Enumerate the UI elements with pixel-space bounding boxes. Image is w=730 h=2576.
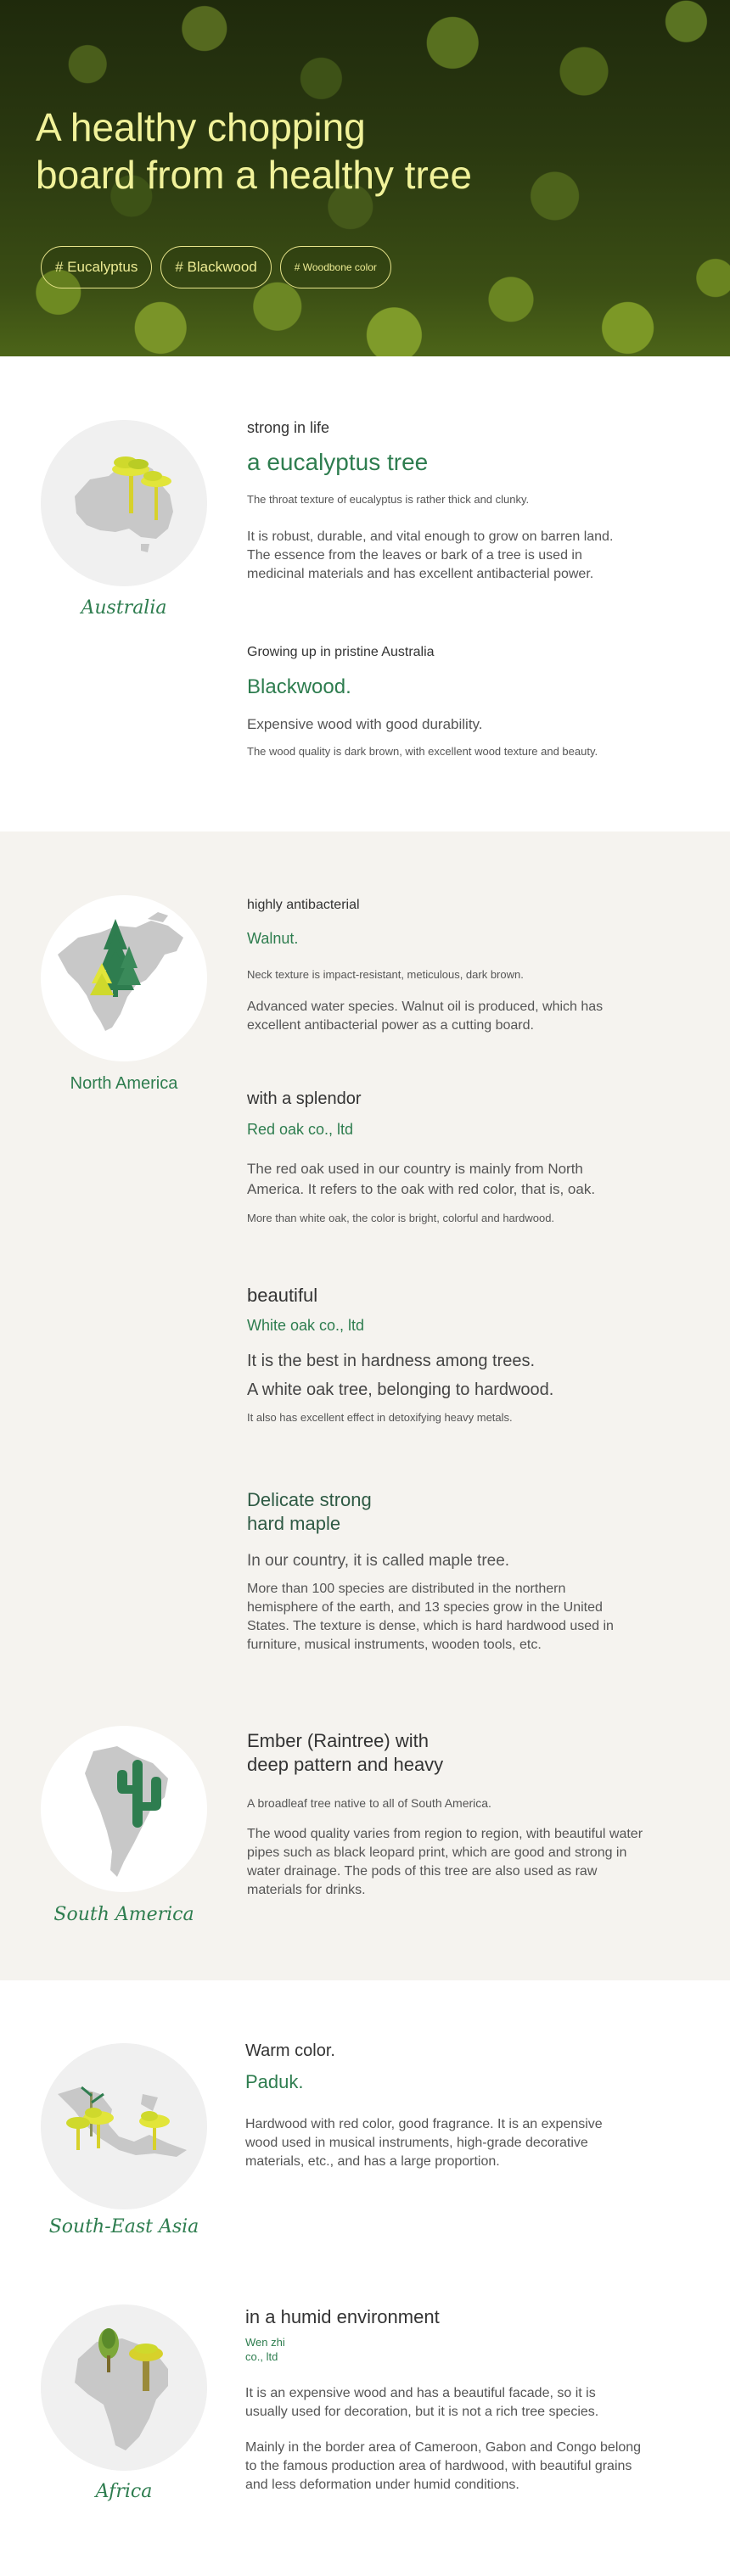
white-oak-block <box>247 1285 646 1425</box>
paduk-eyebrow: Warm color. <box>245 2041 335 2060</box>
region-label-africa: Africa <box>95 2481 153 2502</box>
walnut-desc1: Neck texture is impact-resistant, meticulous, dark brown. <box>247 968 524 981</box>
wenzhi-desc1: It is an expensive wood and has a beautiful facade, so it is usually used for decoration, but it is not a rich tree species. <box>245 2386 599 2419</box>
southeast-asia-map-icon <box>41 2043 207 2209</box>
asia-africa-section <box>0 1980 730 2576</box>
blackwood-desc2: The wood quality is dark brown, with excellent wood texture and beauty. <box>247 745 598 758</box>
white-oak-title: White oak co., ltd <box>247 1317 365 1334</box>
tag-woodbone-color[interactable]: # Woodbone color <box>280 246 391 288</box>
ember-desc2: The wood quality varies from region to region, with beautiful water pipes such as black leopard print, which are good and strong in water drainage. The pods of this tree are also used as raw materials for drinks. <box>247 1827 643 1897</box>
ember-title <box>247 1729 646 1777</box>
walnut-block <box>247 896 646 1035</box>
paduk-desc1: Hardwood with red color, good fragrance. It is an expensive wood used in musical instruments, high-grade decorative materials, etc., and has a large proportion. <box>245 2117 603 2169</box>
white-oak-desc1: It is the best in hardness among trees. <box>247 1352 536 1370</box>
wenzhi-block <box>245 2306 644 2495</box>
maple-title <box>247 1488 646 1536</box>
red-oak-desc2: More than white oak, the color is bright, colorful and hardwood. <box>247 1212 555 1224</box>
australia-map <box>41 420 207 586</box>
blackwood-block <box>247 643 646 759</box>
hero-title-line1: A healthy chopping <box>36 105 366 149</box>
red-oak-title: Red oak co., ltd <box>247 1121 354 1138</box>
southeast-asia-map <box>41 2043 207 2209</box>
africa-map <box>41 2304 207 2471</box>
africa-map-icon <box>41 2304 207 2471</box>
maple-title-line1: Delicate strong <box>247 1489 372 1510</box>
ember-block <box>247 1729 646 1900</box>
north-america-map <box>41 895 207 1061</box>
north-america-map-icon <box>41 895 207 1061</box>
eucalyptus-eyebrow: strong in life <box>247 419 330 436</box>
blackwood-title: Blackwood. <box>247 675 351 698</box>
eucalyptus-desc2: It is robust, durable, and vital enough to grow on barren land. The essence from the leaves or bark of a tree is used in medicinal materials and has excellent antibacterial power. <box>247 529 614 581</box>
white-oak-desc2: A white oak tree, belonging to hardwood. <box>247 1380 554 1399</box>
red-oak-desc1: The red oak used in our country is mainly from North America. It refers to the oak with red color, that is, oak. <box>247 1161 596 1197</box>
wenzhi-title <box>245 2335 644 2364</box>
australia-section <box>0 356 730 832</box>
region-label-south-america: South America <box>53 1904 194 1925</box>
tag-blackwood[interactable]: # Blackwood <box>160 246 271 288</box>
ember-desc1: A broadleaf tree native to all of South America. <box>247 1796 491 1810</box>
blackwood-eyebrow: Growing up in pristine Australia <box>247 645 435 659</box>
tag-eucalyptus[interactable]: # Eucalyptus <box>41 246 152 288</box>
eucalyptus-block <box>247 419 646 584</box>
paduk-title: Paduk. <box>245 2071 304 2092</box>
hero-banner <box>0 0 730 356</box>
white-oak-desc3: It also has excellent effect in detoxifying heavy metals. <box>247 1411 513 1424</box>
eucalyptus-desc1: The throat texture of eucalyptus is rather thick and clunky. <box>247 493 530 506</box>
blackwood-desc1: Expensive wood with good durability. <box>247 716 483 732</box>
ember-title-line2: deep pattern and heavy <box>247 1754 444 1775</box>
south-america-map <box>41 1726 207 1892</box>
ember-title-line1: Ember (Raintree) with <box>247 1730 429 1751</box>
wenzhi-title-line2: co., ltd <box>245 2350 278 2363</box>
region-label-australia: Australia <box>81 597 167 619</box>
maple-block <box>247 1488 646 1655</box>
south-america-map-icon <box>41 1726 207 1892</box>
wenzhi-eyebrow: in a humid environment <box>245 2306 440 2327</box>
white-oak-eyebrow: beautiful <box>247 1285 318 1306</box>
red-oak-eyebrow: with a splendor <box>247 1089 362 1108</box>
wenzhi-desc2: Mainly in the border area of Cameroon, Gabon and Congo belong to the famous production area of hardwood, with beautiful grains and less deformation under humid conditions. <box>245 2440 642 2492</box>
region-label-southeast-asia: South-East Asia <box>48 2216 199 2237</box>
walnut-title: Walnut. <box>247 930 299 947</box>
wenzhi-title-line1: Wen zhi <box>245 2336 285 2349</box>
walnut-eyebrow: highly antibacterial <box>247 898 360 912</box>
maple-desc2: More than 100 species are distributed in the northern hemisphere of the earth, and 13 species grow in the United States. The texture is dense, which is hard hardwood used in furniture, musical instruments, wooden tools, etc. <box>247 1582 614 1652</box>
eucalyptus-title: a eucalyptus tree <box>247 449 429 475</box>
region-label-north-america: North America <box>70 1074 178 1093</box>
maple-desc1: In our country, it is called maple tree. <box>247 1552 510 1570</box>
maple-title-line2: hard maple <box>247 1513 341 1534</box>
red-oak-block <box>247 1089 646 1226</box>
hero-tags <box>41 246 391 288</box>
hero-title <box>36 104 545 199</box>
paduk-block <box>245 2041 644 2171</box>
australia-map-icon <box>41 420 207 586</box>
americas-section <box>0 832 730 1980</box>
walnut-desc2: Advanced water species. Walnut oil is produced, which has excellent antibacterial power as a cutting board. <box>247 1000 604 1033</box>
hero-title-line2: board from a healthy tree <box>36 153 472 197</box>
